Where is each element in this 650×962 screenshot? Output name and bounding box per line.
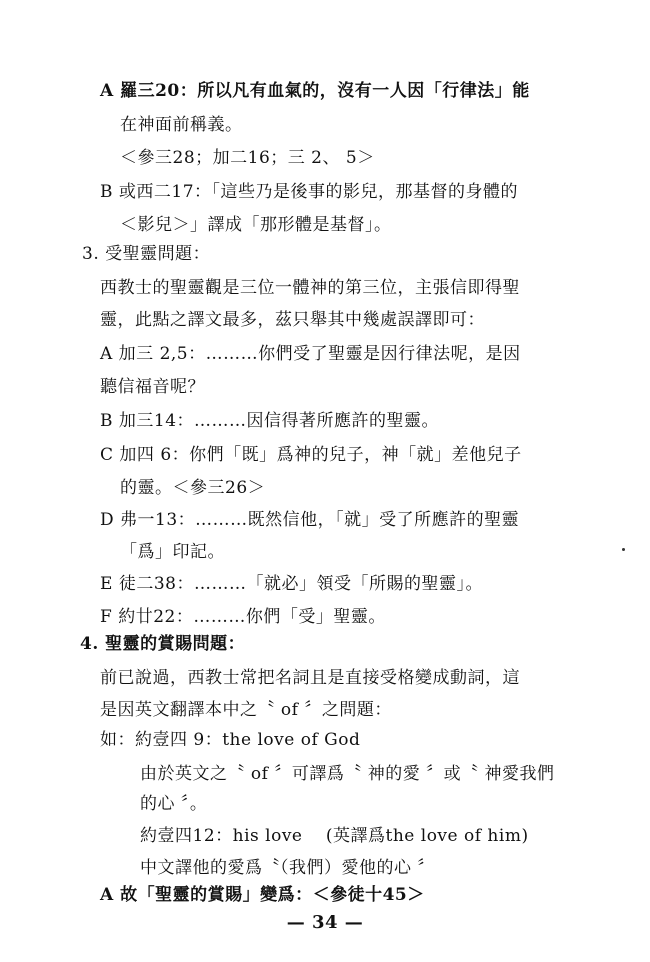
text-line: 的靈。＜參三26＞: [120, 478, 266, 498]
text-line: 的心 〞。: [140, 794, 208, 814]
text-line: 由於英文之〝 of 〞可譯爲〝 神的愛 〞或〝 神愛我們: [140, 764, 555, 784]
text-line: A 加三 2,5：………你們受了聖靈是因行律法呢，是因: [100, 344, 521, 364]
text-line: F 約廿22：………你們「受」聖靈。: [100, 607, 386, 627]
text-line: 在神面前稱義。: [120, 115, 243, 135]
section-heading: 3. 受聖靈問題：: [82, 244, 211, 264]
page-number: — 34 —: [286, 912, 364, 933]
text-line: ＜參三28；加二16；三 2、 5＞: [120, 148, 375, 168]
text-line: ＜影兒＞」譯成「那形體是基督」。: [120, 215, 392, 235]
text-line: B 加三14：………因信得著所應許的聖靈。: [100, 411, 440, 431]
text-line: 靈，此點之譯文最多，茲只舉其中幾處誤譯即可：: [100, 310, 485, 330]
text-line: 聽信福音呢？: [100, 377, 205, 397]
text-line: 是因英文翻譯本中之〝 of 〞之問題：: [100, 700, 392, 720]
section-heading: 4. 聖靈的賞賜問題：: [80, 634, 246, 654]
text-line: A 故「聖靈的賞賜」變爲：＜參徒十45＞: [100, 885, 425, 905]
text-line: 中文譯他的愛爲〝（我們）愛他的心 〞: [140, 858, 435, 878]
text-line: A 羅三20：所以凡有血氣的，沒有一人因「行律法」能: [100, 81, 530, 101]
text-line: D 弗一13：………既然信他，「就」受了所應許的聖靈: [100, 510, 520, 530]
text-line: C 加四 6：你們「既」爲神的兒子，神「就」差他兒子: [100, 445, 522, 465]
text-line: 如：約壹四 9：the love of God: [100, 730, 361, 750]
text-line: B 或西二17：「這些乃是後事的影兒，那基督的身體的: [100, 182, 519, 202]
text-line: 前已說過，西教士常把名詞且是直接受格變成動詞，這: [100, 668, 520, 688]
scan-speck: [622, 548, 625, 551]
text-line: 「爲」印記。: [120, 542, 225, 562]
text-line: 約壹四12：his love (英譯爲the love of him): [140, 826, 529, 846]
text-line: 西教士的聖靈觀是三位一體神的第三位，主張信即得聖: [100, 278, 520, 298]
text-line: E 徒二38：………「就必」領受「所賜的聖靈」。: [100, 574, 483, 594]
